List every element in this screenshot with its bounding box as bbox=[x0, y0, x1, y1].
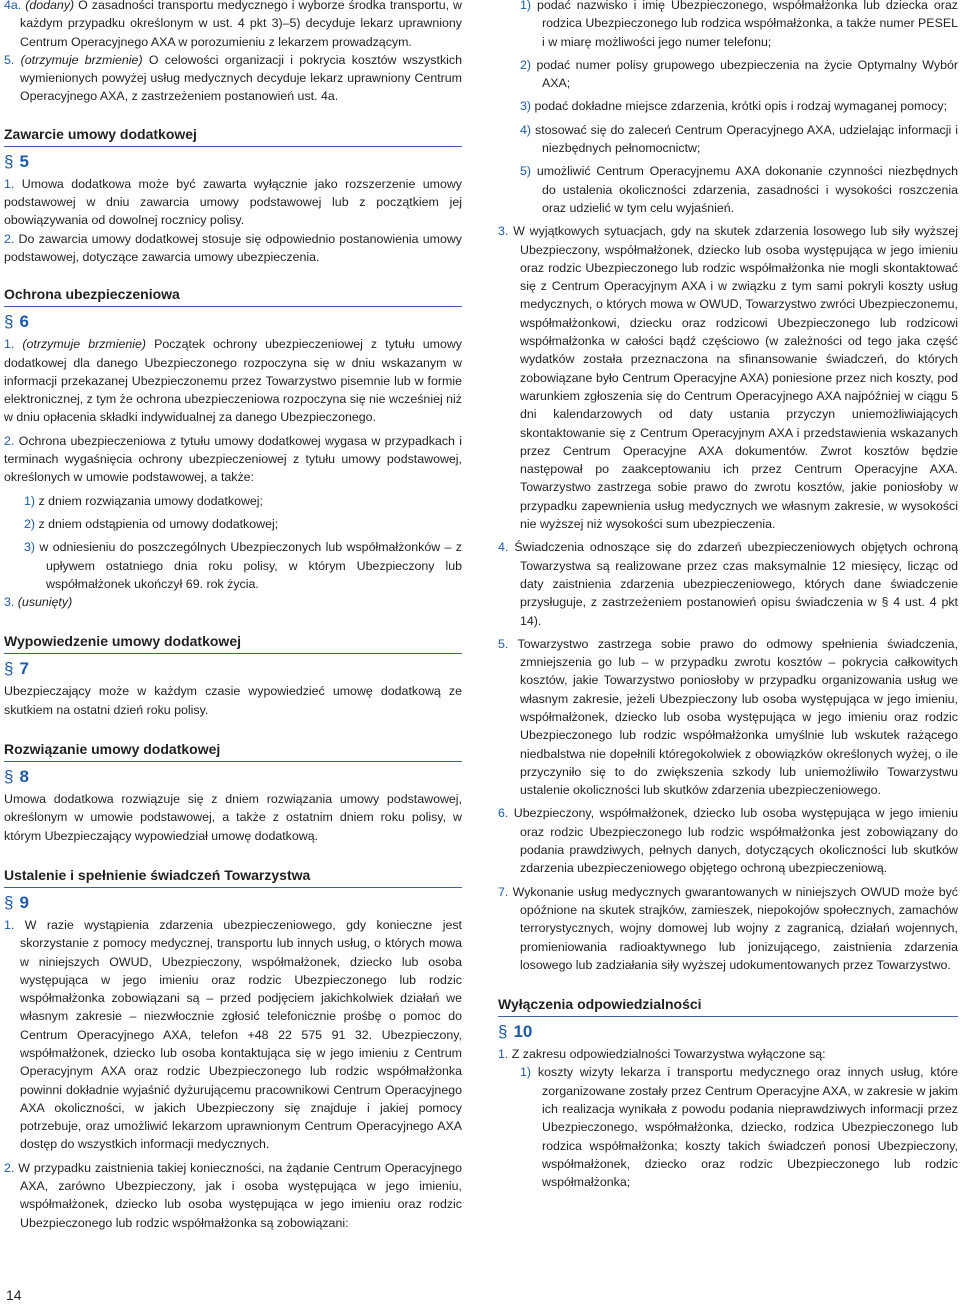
section-heading: Ustalenie i spełnienie świadczeń Towarzystwa bbox=[4, 865, 462, 888]
paragraph bbox=[498, 883, 958, 974]
list-item bbox=[2, 538, 462, 593]
paragraph-text: Ubezpieczony, współmałżonek, dziecko lub osoba występująca w jego imieniu oraz rodzic Ubezpieczonego lub rodzic współmałżonka jest zobowiązany do podania prawdziwych, pełnych danych, dotyczących okoliczności lub skutków zdarzenia ubezpieczeniowego objętego ochroną ubezpieczeniową. bbox=[513, 806, 958, 876]
item-number: 5) bbox=[520, 164, 532, 179]
item-number: 3) bbox=[24, 540, 36, 555]
section-number bbox=[4, 892, 462, 914]
list-item bbox=[498, 121, 958, 158]
item-number: 6. bbox=[498, 806, 509, 821]
item-number: 5. bbox=[498, 636, 509, 651]
paragraph-text: W razie wystąpienia zdarzenia ubezpieczeniowego, gdy konieczne jest skorzystanie z pomocy medycznej, transportu lub innych usług, o których mowa w niniejszych OWUD, Ubezpieczony, współmałżonek, dziecko lub osoba występująca w jego imieniu oraz rodzic Ubezpieczonego lub rodzic współmałżonka zobowiązani są – przed podjęciem jakichkolwiek działań we własnym zakresie – niezwłocznie zgłosić telefonicznie prośbę o pomoc do Centrum Operacyjnego AXA, telefon +48 22 575 91 32. Ubezpieczony, współmałżonek, dziecko lub osoba kontaktująca się w jego imieniu z Centrum Operacyjnym AXA oraz rodzic Ubezpieczonego lub rodzic współmałżonka powinni dokładnie wyjaśnić dyżurującemu pracownikowi Centrum Operacyjnego AXA okoliczności, w jakich Ubezpieczony się znajduje i jakiej pomocy potrzebuje, oraz umożliwić lekarzom uprawnionym Centrum Operacyjnego AXA dostęp do wszystkich informacji medycznych. bbox=[20, 917, 462, 1152]
list-item bbox=[2, 492, 462, 510]
paragraph: Ubezpieczający może w każdym czasie wypowiedzieć umowę dodatkową ze skutkiem na ostatni dzień roku polisy. bbox=[4, 684, 462, 717]
paragraph-text: Z zakresu odpowiedzialności Towarzystwa wyłączone są: bbox=[511, 1047, 826, 1062]
item-number: 2) bbox=[520, 57, 532, 72]
paragraph bbox=[498, 804, 958, 877]
list-item-text: stosować się do zaleceń Centrum Operacyjnego AXA, udzielając informacji i niezbędnych pełnomocnictw; bbox=[535, 122, 958, 156]
item-number: 1) bbox=[520, 0, 532, 12]
annotation: (usunięty) bbox=[17, 595, 73, 610]
paragraph bbox=[4, 175, 462, 230]
section-number bbox=[4, 766, 462, 788]
item-number: 5. bbox=[4, 52, 15, 67]
item-number: 3) bbox=[520, 99, 532, 114]
list-item-text: koszty wizyty lekarza i transportu medycznego oraz innych usług, które zorganizowane zostały przez Centrum Operacyjne AXA, w zakresie w jakim ich realizacja wynikała z powodu podania nieprawdziwych informacji przez Ubezpieczonego, współmałżonka, dziecko, rodzica Ubezpieczonego lub rodzica współmałżonka; koszty takich świadczeń ponosi Ubezpieczony, współmałżonek, dziecko oraz rodzic Ubezpieczonego lub rodzic współmałżonka; bbox=[537, 1065, 958, 1190]
paragraph-text: Towarzystwo zastrzega sobie prawo do odmowy spełnienia świadczenia, zmniejszenia go lub – w przypadku zwrotu kosztów – pokrycia całkowitych kosztów, jakie Towarzystwo poniosłoby w przypadku organizowania usług we własnym zakresie, jeżeli Ubezpieczony lub osoba występująca w jego imieniu, współmałżonek, dziecko lub osoba występująca w jego imieniu oraz rodzic Ubezpieczonego lub rodzic współmałżonka umyślnie lub wskutek rażącego niedbalstwa nie dopełnili któregokolwiek z obowiązków określonych wyżej, o ile przyczyniło się to do zwiększenia szkody lub uniemożliwiło Towarzystwu ustalenie okoliczności lub skutków zdarzenia ubezpieczeniowego. bbox=[517, 636, 959, 798]
section-sign-icon: § bbox=[498, 1022, 508, 1042]
section-number bbox=[4, 151, 462, 173]
annotation: (otrzymuje brzmienie) bbox=[22, 337, 147, 352]
section-sign-icon: § bbox=[4, 312, 14, 332]
left-column bbox=[4, 0, 462, 1232]
item-number: 3. bbox=[4, 595, 15, 610]
section-number-value: 8 bbox=[19, 767, 29, 787]
item-number: 4. bbox=[498, 540, 509, 555]
paragraph-4a bbox=[4, 0, 462, 51]
section-heading: Wyłączenia odpowiedzialności bbox=[498, 994, 958, 1017]
section-number bbox=[498, 1021, 958, 1043]
list-item bbox=[498, 162, 958, 217]
item-number: 1. bbox=[4, 176, 15, 191]
paragraph-text: Początek ochrony ubezpieczeniowej z tytułu umowy dodatkowej dla danego Ubezpieczonego rozpoczyna się w dniu wskazanym w informacji przekazanej Ubezpieczonemu przez Towarzystwo pisemnie lub w formie elektronicznej, z tym że ochrona ubezpieczeniowa rozpoczyna się nie wcześniej niż w dniu opłacenia składki indywidualnej za danego Ubezpieczonego. bbox=[4, 337, 462, 425]
section-number-value: 10 bbox=[513, 1022, 533, 1042]
list-item bbox=[498, 56, 958, 93]
paragraph-5 bbox=[4, 51, 462, 106]
section-heading: Rozwiązanie umowy dodatkowej bbox=[4, 739, 462, 762]
item-number: 1. bbox=[4, 337, 15, 352]
paragraph-text: Wykonanie usług medycznych gwarantowanych w niniejszych OWUD może być opóźnione na skutek strajków, zamieszek, niepokojów społecznych, zamachów terrorystycznych, wojny domowej lub wojny z zagranicą, działań wojennych, promieniowania radioaktywnego lub jonizującego, zaistnienia zdarzenia losowego lub zadziałania siły wyższej udokumentowanych przez Towarzystwo. bbox=[512, 884, 958, 972]
item-number: 1) bbox=[24, 493, 36, 508]
section-number bbox=[4, 311, 462, 333]
item-number: 4) bbox=[520, 122, 532, 137]
annotation: (dodany) bbox=[25, 0, 75, 12]
item-number: 2. bbox=[4, 231, 15, 246]
paragraph bbox=[4, 432, 462, 487]
paragraph-text: Umowa dodatkowa może być zawarta wyłącznie jako rozszerzenie umowy podstawowej w dniu zawarcia umowy podstawowej lub z początkiem jej obowiązywania od dowolnej rocznicy polisy. bbox=[4, 176, 462, 228]
paragraph bbox=[498, 222, 958, 533]
paragraph bbox=[4, 230, 462, 267]
list-item bbox=[498, 0, 958, 51]
list-item-text: w odniesieniu do poszczególnych Ubezpieczonych lub współmałżonków – z upływem ostatniego dnia roku polisy, w którym Ubezpieczony lub współmałżonek ukończył 69. rok życia. bbox=[39, 540, 462, 591]
paragraph bbox=[4, 593, 462, 611]
paragraph-text: Do zawarcia umowy dodatkowej stosuje się odpowiednio postanowienia umowy podstawowej, dotyczące zawarcia umowy ubezpieczenia. bbox=[4, 231, 462, 264]
list-item-text: z dniem rozwiązania umowy dodatkowej; bbox=[38, 493, 263, 508]
section-heading: Wypowiedzenie umowy dodatkowej bbox=[4, 631, 462, 654]
list-item-text: z dniem odstąpienia od umowy dodatkowej; bbox=[38, 516, 279, 531]
right-column bbox=[498, 0, 958, 1192]
section-number-value: 5 bbox=[19, 151, 29, 171]
item-number: 4a. bbox=[4, 0, 22, 12]
section-number bbox=[4, 658, 462, 680]
paragraph-text: Świadczenia odnoszące się do zdarzeń ubezpieczeniowych objętych ochroną Towarzystwa są realizowane przez czas maksymalnie 12 miesięcy, licząc od daty zaistnienia zdarzenia ubezpieczeniowego, których dane świadczenie przysługuje, z zastrzeżeniem postanowień opisu świadczenia w § 4 ust. 4 pkt 14). bbox=[514, 540, 958, 628]
item-number: 1) bbox=[520, 1065, 532, 1080]
paragraph-text: W przypadku zaistnienia takiej konieczności, na żądanie Centrum Operacyjnego AXA, zarówno Ubezpieczony, jak i osoba występująca w jego imieniu, współmałżonek, dziecko lub osoba występująca w jego imieniu oraz rodzic Ubezpieczonego lub rodzic współmałżonka są zobowiązani: bbox=[18, 1160, 462, 1230]
section-sign-icon: § bbox=[4, 767, 14, 787]
list-item-text: podać numer polisy grupowego ubezpieczenia na życie Optymalny Wybór AXA; bbox=[536, 57, 958, 91]
paragraph bbox=[4, 1159, 462, 1232]
paragraph bbox=[4, 335, 462, 426]
list-item bbox=[2, 515, 462, 533]
section-number-value: 6 bbox=[19, 312, 29, 332]
paragraph bbox=[498, 635, 958, 800]
paragraph-text: W wyjątkowych sytuacjach, gdy na skutek zdarzenia losowego lub siły wyższej Ubezpieczony, współmałżonek, dziecko lub osoba występująca w jego imieniu oraz rodzic Ubezpieczonego lub rodzic współmałżonka nie mogli skontaktować się z Centrum Operacyjnym AXA i w związku z tym sami pokryli koszty usług medycznych, o których mowa w OWUD, Towarzystwo zwróci Ubezpieczonemu, współmałżonkowi, dziecku oraz rodzicowi Ubezpieczonego lub rodzicowi współmałżonka w całości bądź częściowo (w zależności od tego jaka część wydatków została przeznaczona na sfinansowanie świadczeń, do których zobowiązane było Centrum Operacyjne AXA) poniesione przez nich koszty, pod warunkiem zgłoszenia się do Centrum Operacyjnego AXA najpóźniej w ciągu 5 dni kalendarzowych od daty ustania przyczyn uniemożliwiających skontaktowanie się z Centrum Operacyjnym AXA i przedstawienia wskazanych przez Centrum Operacyjne AXA dokumentów. Zwrot kosztów będzie następował po zaakceptowaniu ich przez Centrum Operacyjne AXA. Towarzystwo zastrzega sobie prawo do zwrotu kosztów, jakie poniosłoby w przypadku zapewnienia usług medycznych we własnym zakresie, w wysokości nie wyższej niż wysokości sum ubezpieczenia. bbox=[513, 224, 958, 532]
item-number: 7. bbox=[498, 884, 509, 899]
paragraph: Umowa dodatkowa rozwiązuje się z dniem rozwiązania umowy podstawowej, określonym w umowie podstawowej, a także z ostatnim dniem roku polisy, w którym Ubezpieczający wypowiedział umowę dodatkową. bbox=[4, 792, 462, 843]
section-sign-icon: § bbox=[4, 151, 14, 171]
section-number-value: 7 bbox=[19, 659, 29, 679]
section-sign-icon: § bbox=[4, 892, 14, 912]
item-number: 3. bbox=[498, 224, 509, 239]
section-sign-icon: § bbox=[4, 659, 14, 679]
list-item-text: podać nazwisko i imię Ubezpieczonego, współmałżonka lub dziecka oraz rodzica Ubezpieczonego lub rodzica współmałżonka, a także numer PESEL i w miarę możliwości jego numer telefonu; bbox=[537, 0, 958, 49]
paragraph bbox=[4, 916, 462, 1154]
item-number: 2) bbox=[24, 516, 36, 531]
item-number: 1. bbox=[498, 1047, 509, 1062]
paragraph-text: O celowości organizacji i pokrycia kosztów wszystkich wymienionych powyżej usług medycznych decyduje lekarz uprawniony Centrum Operacyjnego AXA, z zastrzeżeniem postanowień ust. 4a. bbox=[20, 52, 462, 104]
list-item-text: podać dokładne miejsce zdarzenia, krótki opis i rodzaj wymaganej pomocy; bbox=[534, 99, 948, 114]
section-heading: Zawarcie umowy dodatkowej bbox=[4, 124, 462, 147]
annotation: (otrzymuje brzmienie) bbox=[20, 52, 143, 67]
list-item bbox=[498, 1063, 958, 1191]
item-number: 2. bbox=[4, 1160, 15, 1175]
section-heading: Ochrona ubezpieczeniowa bbox=[4, 284, 462, 307]
item-number: 1. bbox=[4, 917, 15, 932]
list-item-text: umożliwić Centrum Operacyjnemu AXA dokonanie czynności niezbędnych do ustalenia okoliczności zdarzenia, zasadności i wysokości roszczenia oraz udzielić w tym celu wyjaśnień. bbox=[536, 164, 958, 215]
paragraph bbox=[498, 538, 958, 629]
paragraph bbox=[498, 1045, 958, 1063]
list-item bbox=[498, 97, 958, 115]
paragraph-text: O zasadności transportu medycznego i wyborze środka transportu, w każdym przypadku określonym w ust. 4 pkt 3)–5) decyduje lekarz uprawniony Centrum Operacyjnego AXA w porozumieniu z lekarzem prowadzącym. bbox=[20, 0, 462, 49]
section-number-value: 9 bbox=[19, 892, 29, 912]
item-number: 2. bbox=[4, 433, 15, 448]
paragraph-text: Ochrona ubezpieczeniowa z tytułu umowy dodatkowej wygasa w przypadkach i terminach wygaśnięcia ochrony ubezpieczeniowej z tytułu umowy podstawowej, określonych w umowie podstawowej, a także: bbox=[4, 433, 462, 485]
page-number: 14 bbox=[6, 1287, 22, 1303]
